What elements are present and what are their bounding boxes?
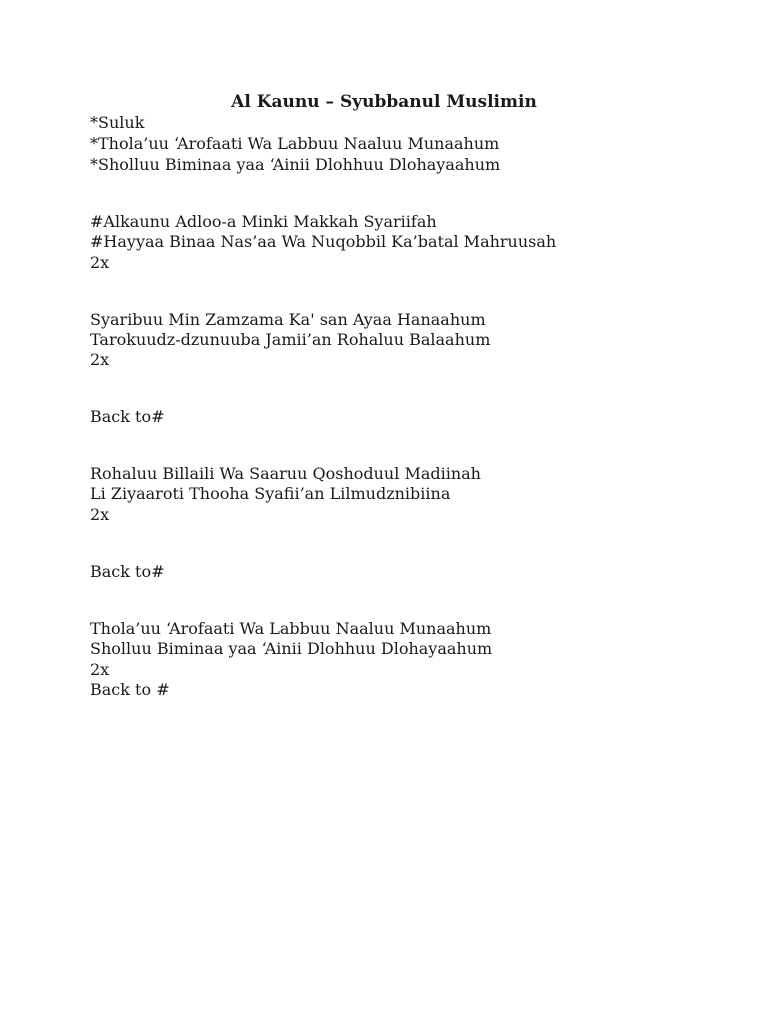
repeat-marker: 2x [90,350,110,369]
repeat-marker: 2x [90,253,110,272]
back-to-chorus: Back to# [90,407,165,426]
chorus-line: #Hayyaa Binaa Nas’aa Wa Nuqobbil Ka’batal Mahruusah [90,232,557,251]
lyric-line: *Thola’uu ‘Arofaati Wa Labbuu Naaluu Munaahum [90,134,500,153]
lyric-line: Tarokuudz-dzunuuba Jamii’an Rohaluu Balaahum [90,330,491,349]
back-to-chorus: Back to# [90,562,165,581]
chorus-line: #Alkaunu Adloo-a Minki Makkah Syariifah [90,212,437,231]
lyric-line: Syaribuu Min Zamzama Ka' san Ayaa Hanaahum [90,310,486,329]
lyric-line: Li Ziyaaroti Thooha Syafii’an Lilmudznibiina [90,484,451,503]
lyric-line: Sholluu Biminaa yaa ‘Ainii Dlohhuu Dlohayaahum [90,639,493,658]
lyric-line: *Sholluu Biminaa yaa ‘Ainii Dlohhuu Dlohayaahum [90,155,501,174]
back-to-chorus: Back to # [90,680,170,699]
repeat-marker: 2x [90,660,110,679]
lyric-line: Rohaluu Billaili Wa Saaruu Qoshoduul Madiinah [90,464,481,483]
lyric-line-suluk: *Suluk [90,113,145,132]
repeat-marker: 2x [90,505,110,524]
document-title: Al Kaunu – Syubbanul Muslimin [231,92,537,112]
lyric-line: Thola’uu ‘Arofaati Wa Labbuu Naaluu Munaahum [90,619,492,638]
